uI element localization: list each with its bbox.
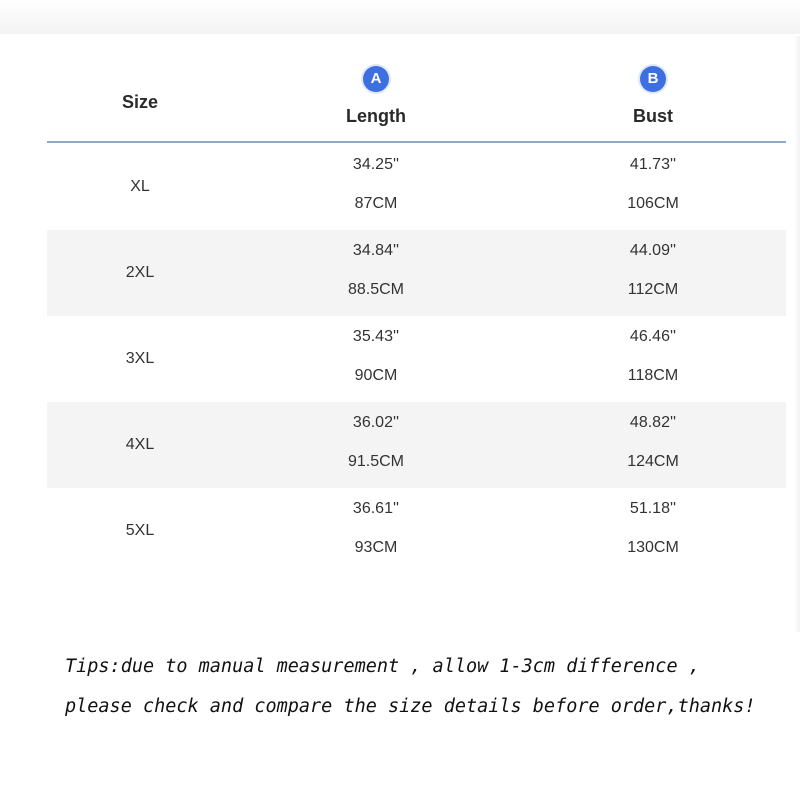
length-column-header: Length: [346, 106, 406, 126]
table-row: [47, 316, 786, 402]
bust-column-header: Bust: [633, 106, 673, 126]
header-divider: [47, 141, 786, 143]
bust-inches-cell: 46.46'': [629, 328, 677, 345]
bust-cm-cell: 112CM: [627, 281, 679, 298]
length-cm-cell: 93CM: [354, 539, 398, 556]
bust-cm-cell: 130CM: [627, 539, 679, 556]
length-inches-cell: 34.25'': [352, 156, 400, 173]
length-inches-cell: 34.84'': [352, 242, 400, 259]
size-cell: 5XL: [125, 522, 155, 539]
table-row: [47, 230, 786, 316]
length-cm-cell: 87CM: [354, 195, 398, 212]
top-band: [0, 0, 800, 34]
length-cm-cell: 91.5CM: [347, 453, 405, 470]
bust-cm-cell: 118CM: [627, 367, 679, 384]
length-inches-cell: 35.43'': [352, 328, 400, 345]
size-cell: 3XL: [125, 350, 155, 367]
table-row: [47, 402, 786, 488]
bust-cm-cell: 124CM: [627, 453, 679, 470]
bust-inches-cell: 51.18'': [629, 500, 677, 517]
bust-inches-cell: 44.09'': [629, 242, 677, 259]
table-row: [47, 488, 786, 574]
bust-inches-cell: 48.82'': [629, 414, 677, 431]
size-cell: XL: [130, 178, 150, 195]
bust-inches-cell: 41.73'': [629, 156, 677, 173]
size-cell: 2XL: [125, 264, 155, 281]
tips-line-2: please check and compare the size details before order,thanks!: [65, 696, 756, 717]
tips-line-1: Tips:due to manual measurement , allow 1-3cm difference ,: [65, 656, 700, 677]
length-cm-cell: 88.5CM: [347, 281, 405, 298]
size-column-header: Size: [121, 92, 159, 112]
bust-cm-cell: 106CM: [627, 195, 679, 212]
table-row: [47, 144, 786, 230]
length-inches-cell: 36.61'': [352, 500, 400, 517]
length-inches-cell: 36.02'': [352, 414, 400, 431]
card-edge-shadow: [794, 36, 800, 632]
bust-badge-icon: B: [640, 66, 666, 92]
size-cell: 4XL: [125, 436, 155, 453]
length-cm-cell: 90CM: [354, 367, 398, 384]
length-badge-icon: A: [363, 66, 389, 92]
